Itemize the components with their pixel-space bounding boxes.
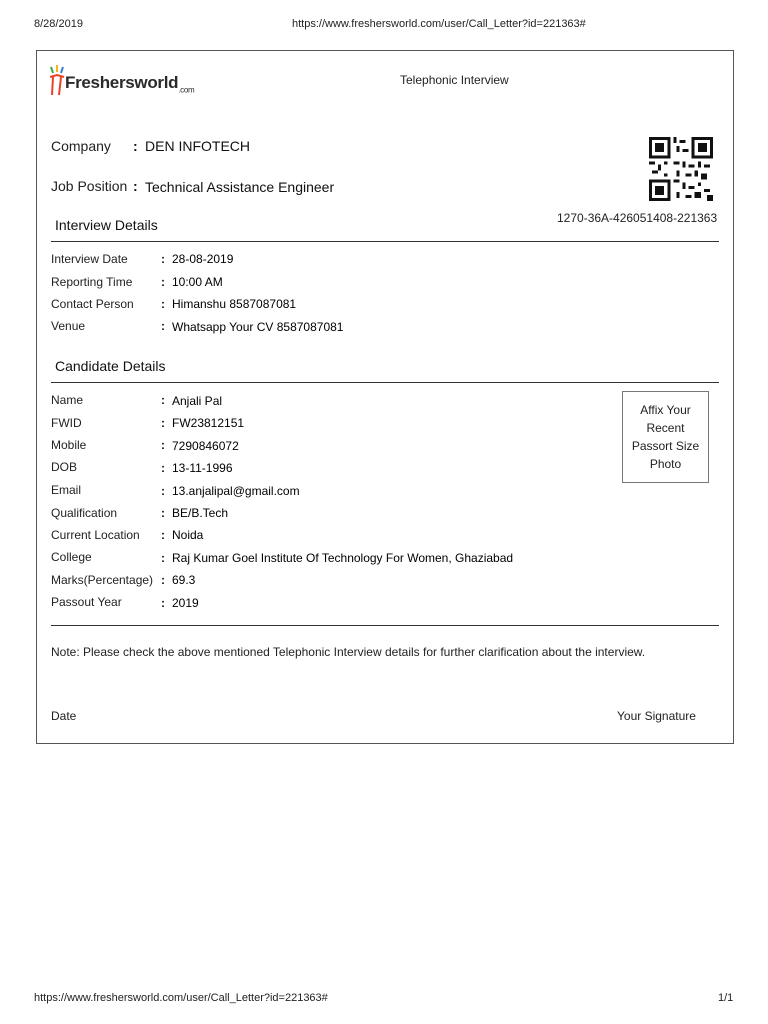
photo-line: Affix Your [640, 403, 691, 417]
detail-label: Name [51, 393, 84, 407]
photo-placeholder [622, 391, 709, 483]
photo-line: Recent [646, 421, 685, 435]
detail-label: Contact Person [51, 297, 134, 311]
colon: : [133, 138, 138, 154]
candidate-details-heading: Candidate Details [55, 358, 166, 374]
letter-title: Telephonic Interview [400, 73, 509, 87]
interview-details-heading: Interview Details [55, 217, 158, 233]
print-header-url: https://www.freshersworld.com/user/Call_Letter?id=221363# [292, 18, 586, 30]
colon: : [161, 393, 165, 407]
detail-label: Current Location [51, 528, 140, 542]
detail-value: 2019 [172, 596, 199, 610]
section-divider [51, 382, 719, 383]
detail-label: Venue [51, 319, 86, 333]
colon: : [161, 252, 165, 266]
page-number: 1/1 [718, 992, 734, 1004]
detail-value: 7290846072 [172, 439, 239, 453]
qr-code [649, 137, 713, 201]
detail-value: Whatsapp Your CV 8587087081 [172, 320, 344, 334]
detail-value: BE/B.Tech [172, 506, 229, 520]
section-divider [51, 241, 719, 242]
detail-value: FW23812151 [172, 416, 245, 430]
colon: : [161, 319, 165, 333]
colon: : [161, 416, 165, 430]
photo-line: Photo [649, 457, 682, 471]
colon: : [161, 297, 165, 311]
freshersworld-logo [47, 61, 207, 101]
print-date: 8/28/2019 [34, 18, 83, 30]
section-divider [51, 625, 719, 626]
colon: : [133, 178, 138, 194]
detail-label: Mobile [51, 438, 87, 452]
colon: : [161, 275, 165, 289]
detail-label: Reporting Time [51, 275, 133, 289]
detail-value: 10:00 AM [172, 275, 223, 289]
detail-value: 69.3 [172, 573, 196, 587]
logo-text: Freshersworld$_{.com}$ [65, 73, 195, 95]
detail-label: Passout Year [51, 595, 122, 609]
colon: : [161, 528, 165, 542]
detail-value: Raj Kumar Goel Institute Of Technology For Women, Ghaziabad [172, 551, 514, 565]
colon: : [161, 551, 165, 565]
job-position-label: Job Position [51, 178, 128, 194]
detail-value: 13.anjalipal@gmail.com [172, 484, 300, 498]
date-label: Date [51, 709, 77, 723]
detail-value: Himanshu 8587087081 [172, 297, 297, 311]
company-label: Company [51, 138, 111, 154]
colon: : [161, 438, 165, 452]
job-position-value: Technical Assistance Engineer [145, 179, 335, 195]
detail-label: Email [51, 483, 82, 497]
detail-label: DOB [51, 460, 78, 474]
colon: : [161, 461, 165, 475]
detail-value: Anjali Pal [172, 394, 223, 408]
note-text: Note: Please check the above mentioned Telephonic Interview details for further clarification about the interview. [51, 645, 646, 659]
detail-label: FWID [51, 416, 82, 430]
colon: : [161, 596, 165, 610]
call-letter [36, 50, 734, 744]
photo-line: Passort Size [631, 439, 700, 453]
detail-label: Marks(Percentage) [51, 573, 154, 587]
reference-code: 1270-36A-426051408-221363 [557, 211, 718, 225]
person-arrows-icon [47, 65, 67, 99]
detail-value: 13-11-1996 [172, 461, 233, 475]
signature-label: Your Signature [617, 709, 696, 723]
detail-value: 28-08-2019 [172, 252, 234, 266]
colon: : [161, 506, 165, 520]
colon: : [161, 484, 165, 498]
company-value: DEN INFOTECH [145, 138, 250, 154]
detail-label: College [51, 550, 92, 564]
detail-value: Noida [172, 528, 204, 542]
colon: : [161, 573, 165, 587]
detail-label: Qualification [51, 506, 118, 520]
detail-label: Interview Date [51, 252, 128, 266]
print-footer-url: https://www.freshersworld.com/user/Call_Letter?id=221363# [34, 992, 328, 1004]
